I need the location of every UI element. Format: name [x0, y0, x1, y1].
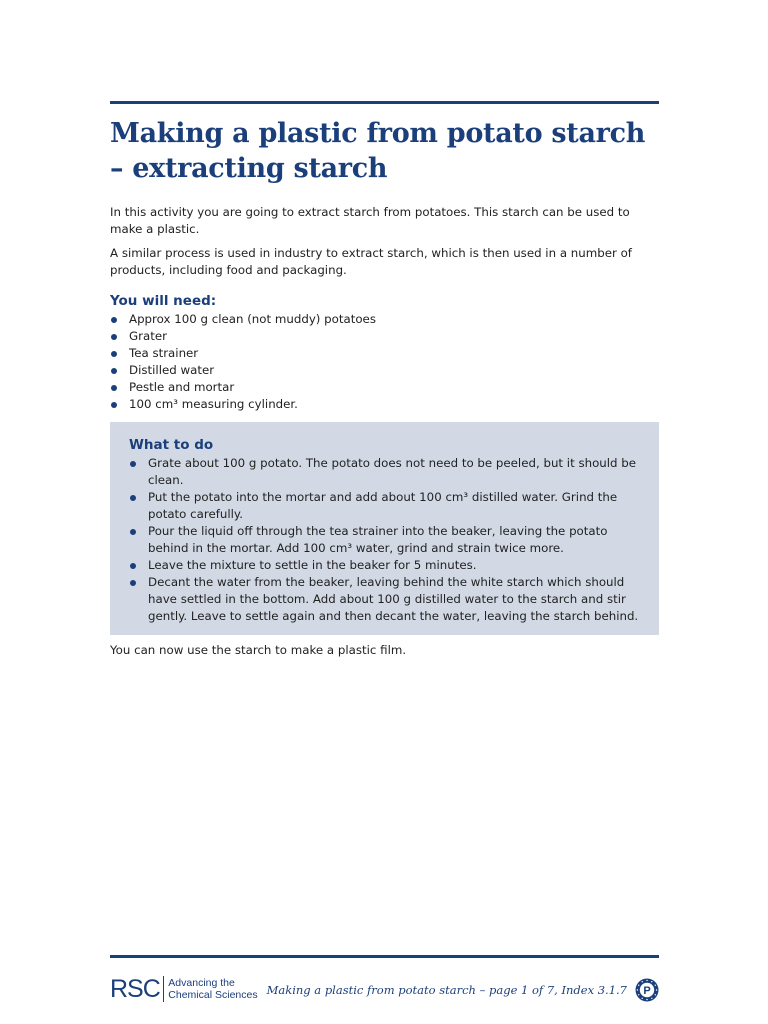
list-item — [110, 311, 659, 328]
bullet-icon — [130, 461, 136, 467]
bullet-icon — [130, 563, 136, 569]
what-to-do-heading: What to do — [129, 437, 214, 453]
what-to-do-box — [110, 422, 659, 635]
closing-paragraph: You can now use the starch to make a plastic film. — [110, 643, 407, 657]
list-item-text: Leave the mixture to settle in the beaker for 5 minutes. — [148, 558, 477, 572]
list-item-text: Grater — [129, 329, 167, 343]
list-item-text: Decant the water from the beaker, leaving behind the white starch which should have settled in the bottom. Add about 100 g distilled water to the starch and stir gently. Leave to settle again and then decant the water, leaving the starch behind. — [148, 575, 639, 623]
rsc-logo — [110, 974, 258, 1004]
list-item-text: Pour the liquid off through the tea strainer into the beaker, leaving the potato behind in the mortar. Add 100 cm³ water, grind and strain twice more. — [148, 524, 608, 555]
list-item — [129, 489, 641, 523]
list-item — [129, 523, 641, 557]
page-footer — [110, 972, 659, 1006]
tagline-line-2: Chemical Sciences — [168, 989, 258, 1001]
intro-paragraph: In this activity you are going to extract starch from potatoes. This starch can be used to make a plastic. — [110, 205, 630, 236]
page-title: Making a plastic from potato starch – extracting starch — [110, 118, 646, 184]
intro-paragraph: A similar process is used in industry to extract starch, which is then used in a number of products, including food and packaging. — [110, 246, 632, 277]
top-divider — [110, 101, 659, 104]
list-item — [110, 396, 659, 413]
list-item-text: Tea strainer — [129, 346, 199, 360]
list-item-text: Grate about 100 g potato. The potato does not need to be peeled, but it should be clean. — [148, 456, 637, 487]
list-item-text: Distilled water — [129, 363, 215, 377]
list-item-text: Approx 100 g clean (not muddy) potatoes — [129, 312, 376, 326]
bullet-icon — [111, 334, 117, 340]
document-page — [110, 0, 659, 1024]
bullet-icon — [111, 317, 117, 323]
logo-divider — [163, 976, 165, 1002]
bullet-icon — [130, 580, 136, 586]
list-item-text: Put the potato into the mortar and add about 100 cm³ distilled water. Grind the potato carefully. — [148, 490, 618, 521]
list-item — [129, 574, 641, 625]
intro-section — [110, 204, 659, 286]
bullet-icon — [130, 495, 136, 501]
bullet-icon — [111, 402, 117, 408]
bullet-icon — [111, 368, 117, 374]
tagline-line-1: Advancing the — [168, 977, 235, 989]
list-item — [129, 455, 641, 489]
badge-letter: P — [643, 985, 651, 997]
list-item — [129, 557, 641, 574]
post-16-badge-icon — [635, 978, 659, 1002]
list-item — [110, 362, 659, 379]
bottom-divider — [110, 955, 659, 958]
rsc-logo-letters: RSC — [110, 975, 160, 1003]
list-item — [110, 345, 659, 362]
you-will-need-heading: You will need: — [110, 293, 217, 309]
bullet-icon — [111, 351, 117, 357]
instructions-list — [129, 455, 641, 625]
footer-caption: Making a plastic from potato starch – page 1 of 7, Index 3.1.7 — [266, 983, 627, 997]
list-item — [110, 328, 659, 345]
bullet-icon — [111, 385, 117, 391]
list-item — [110, 379, 659, 396]
list-item-text: Pestle and mortar — [129, 380, 235, 394]
rsc-logo-tagline — [168, 977, 257, 1001]
list-item-text: 100 cm³ measuring cylinder. — [129, 397, 298, 411]
equipment-list — [110, 311, 659, 413]
bullet-icon — [130, 529, 136, 535]
